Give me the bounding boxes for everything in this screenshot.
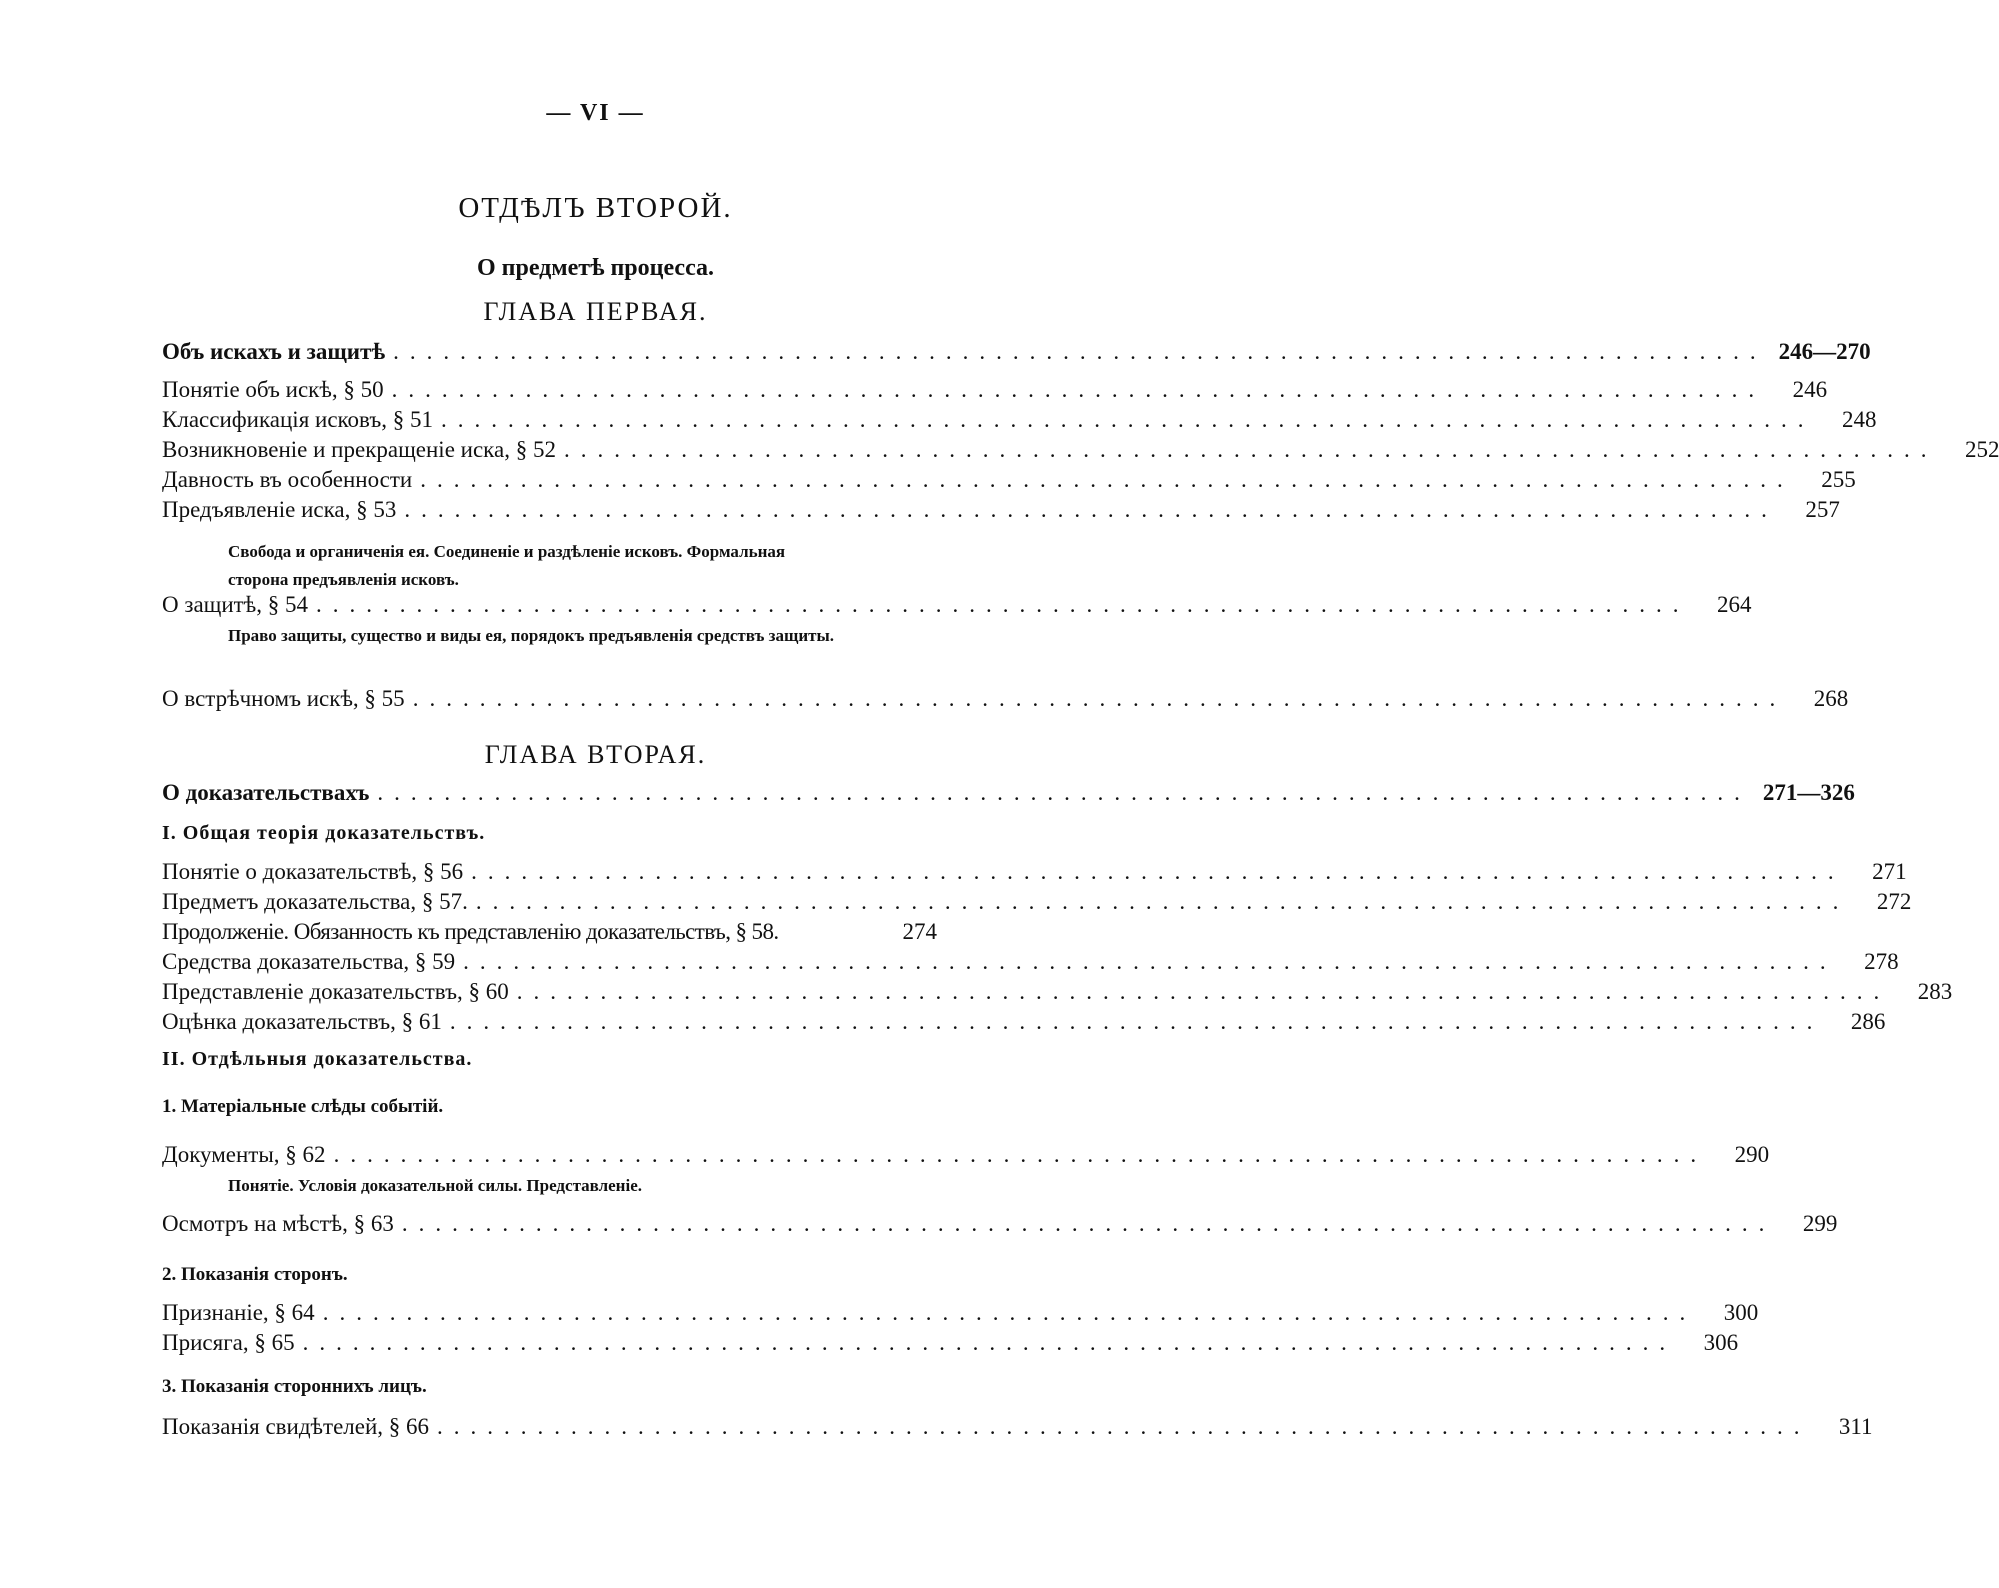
toc-entry: [162, 683, 1849, 715]
toc-entry: [162, 886, 1912, 918]
toc-label: О защитѣ, § 54: [162, 592, 308, 617]
toc-entry: [162, 1006, 1886, 1038]
leader-dots: ..................................................................................: [437, 1414, 1811, 1439]
leader-dots: ..................................................................................: [563, 437, 1938, 462]
leader-dots: ..................................................................................: [440, 407, 1815, 432]
toc-entry: [162, 946, 1899, 978]
toc-label: Продолженіе. Обязанность къ представленію доказательствъ, § 58.: [162, 919, 779, 944]
toc-entry: [162, 1411, 1873, 1443]
toc-page: 274: [902, 919, 937, 944]
chapter-1-title: ГЛАВА ПЕРВАЯ.: [483, 297, 708, 326]
toc-page: 268: [1813, 686, 1849, 711]
toc-page: 278: [1864, 949, 1899, 974]
leader-dots: ..................................................................................: [377, 780, 1751, 805]
toc-label: Признаніе, § 64: [162, 1300, 315, 1325]
toc-label: Объ искахъ и защитѣ: [162, 339, 386, 364]
leader-dots: ..................................................................................: [391, 377, 1766, 402]
leader-dots: ..................................................................................: [333, 1142, 1708, 1167]
subsection-heading: 3. Показанія стороннихъ лицъ.: [162, 1376, 427, 1397]
page-number: — VI —: [546, 100, 645, 126]
leader-dots: ..................................................................................: [401, 1211, 1776, 1236]
toc-entry: [162, 464, 1856, 496]
toc-page: 246—270: [1778, 339, 1871, 364]
toc-label: О доказательствахъ: [162, 780, 370, 805]
toc-page: 271—326: [1762, 780, 1855, 805]
toc-entry: [162, 494, 1840, 526]
toc-page: 271: [1872, 859, 1907, 884]
chapter-2-title: ГЛАВА ВТОРАЯ.: [484, 740, 707, 769]
toc-page: 286: [1850, 1009, 1886, 1034]
leader-dots: ..................................................................................: [463, 949, 1837, 974]
leader-dots: ..................................................................................: [412, 686, 1787, 711]
toc-note: Свобода и органиченія ея. Соединеніе и раздѣленіе исковъ. Формальная сторона предъявленія исковъ.: [228, 542, 786, 589]
leader-dots: ..................................................................................: [315, 592, 1690, 617]
part-subtitle: О предметѣ процесса.: [476, 255, 715, 281]
section-heading: II. Отдѣльныя доказательства.: [162, 1048, 473, 1070]
toc-entry: [162, 1297, 1759, 1329]
toc-entry: [162, 1208, 1838, 1240]
toc-page: 255: [1821, 467, 1856, 492]
toc-entry: [162, 916, 937, 948]
leader-dots: ..................................................................................: [322, 1300, 1697, 1325]
toc-label: Возникновеніе и прекращеніе иска, § 52: [162, 437, 556, 462]
toc-label: Представленіе доказательствъ, § 60: [162, 979, 509, 1004]
leader-dots: ..................................................................................: [475, 889, 1850, 914]
section-heading: I. Общая теорія доказательствъ.: [162, 822, 486, 844]
toc-label: Понятіе о доказательствѣ, § 56: [162, 859, 464, 884]
subsection-heading: 1. Матеріальные слѣды событій.: [162, 1096, 444, 1117]
toc-entry: [162, 856, 1907, 888]
toc-entry: [162, 374, 1828, 406]
toc-label: Документы, § 62: [162, 1142, 326, 1167]
toc-entry: [162, 434, 1999, 466]
toc-page: 283: [1917, 979, 1953, 1004]
toc-page: 311: [1838, 1414, 1873, 1439]
leader-dots: ..................................................................................: [302, 1330, 1677, 1355]
toc-entry: [162, 404, 1877, 436]
toc-page: 299: [1802, 1211, 1838, 1236]
toc-page: 272: [1876, 889, 1912, 914]
toc-label: Средства доказательства, § 59: [162, 949, 456, 974]
toc-label: Присяга, § 65: [162, 1330, 295, 1355]
toc-page: 257: [1805, 497, 1840, 522]
leader-dots: ..................................................................................: [420, 467, 1794, 492]
toc-label: Понятіе объ искѣ, § 50: [162, 377, 384, 402]
toc-page: 248: [1841, 407, 1877, 432]
leader-dots: ..................................................................................: [449, 1009, 1824, 1034]
leader-dots: ..................................................................................: [471, 859, 1845, 884]
toc-label: Классификація исковъ, § 51: [162, 407, 433, 432]
toc-label: Показанія свидѣтелей, § 66: [162, 1414, 430, 1439]
toc-label: О встрѣчномъ искѣ, § 55: [162, 686, 405, 711]
part-title: ОТДѢЛЪ ВТОРОЙ.: [458, 192, 733, 224]
toc-entry: [162, 1139, 1770, 1171]
toc-note: Понятіе. Условія доказательной силы. Представленіе.: [228, 1176, 642, 1195]
toc-page: 306: [1703, 1330, 1739, 1355]
toc-entry: [162, 589, 1752, 621]
toc-page: 300: [1723, 1300, 1759, 1325]
subsection-heading: 2. Показанія сторонъ.: [162, 1264, 348, 1285]
toc-entry: [162, 1327, 1739, 1359]
toc-label: Предъявленіе иска, § 53: [162, 497, 397, 522]
toc-page: 264: [1716, 592, 1752, 617]
toc-entry-main: [162, 777, 1855, 809]
toc-page: 290: [1734, 1142, 1770, 1167]
toc-label: Предметъ доказательства, § 57.: [162, 889, 468, 914]
leader-dots: ..................................................................................: [516, 979, 1891, 1004]
toc-label: Оцѣнка доказательствъ, § 61: [162, 1009, 442, 1034]
toc-label: Давность въ особенности: [162, 467, 413, 492]
leader-dots: ..................................................................................: [404, 497, 1778, 522]
toc-note: Право защиты, существо и виды ея, порядокъ предъявленія средствъ защиты.: [228, 626, 834, 645]
leader-dots: ..................................................................................: [393, 339, 1767, 364]
toc-entry: [162, 976, 1953, 1008]
toc-entry-main: [162, 336, 1871, 368]
toc-label: Осмотръ на мѣстѣ, § 63: [162, 1211, 394, 1236]
toc-page: 252: [1964, 437, 1999, 462]
toc-page: 246: [1792, 377, 1828, 402]
